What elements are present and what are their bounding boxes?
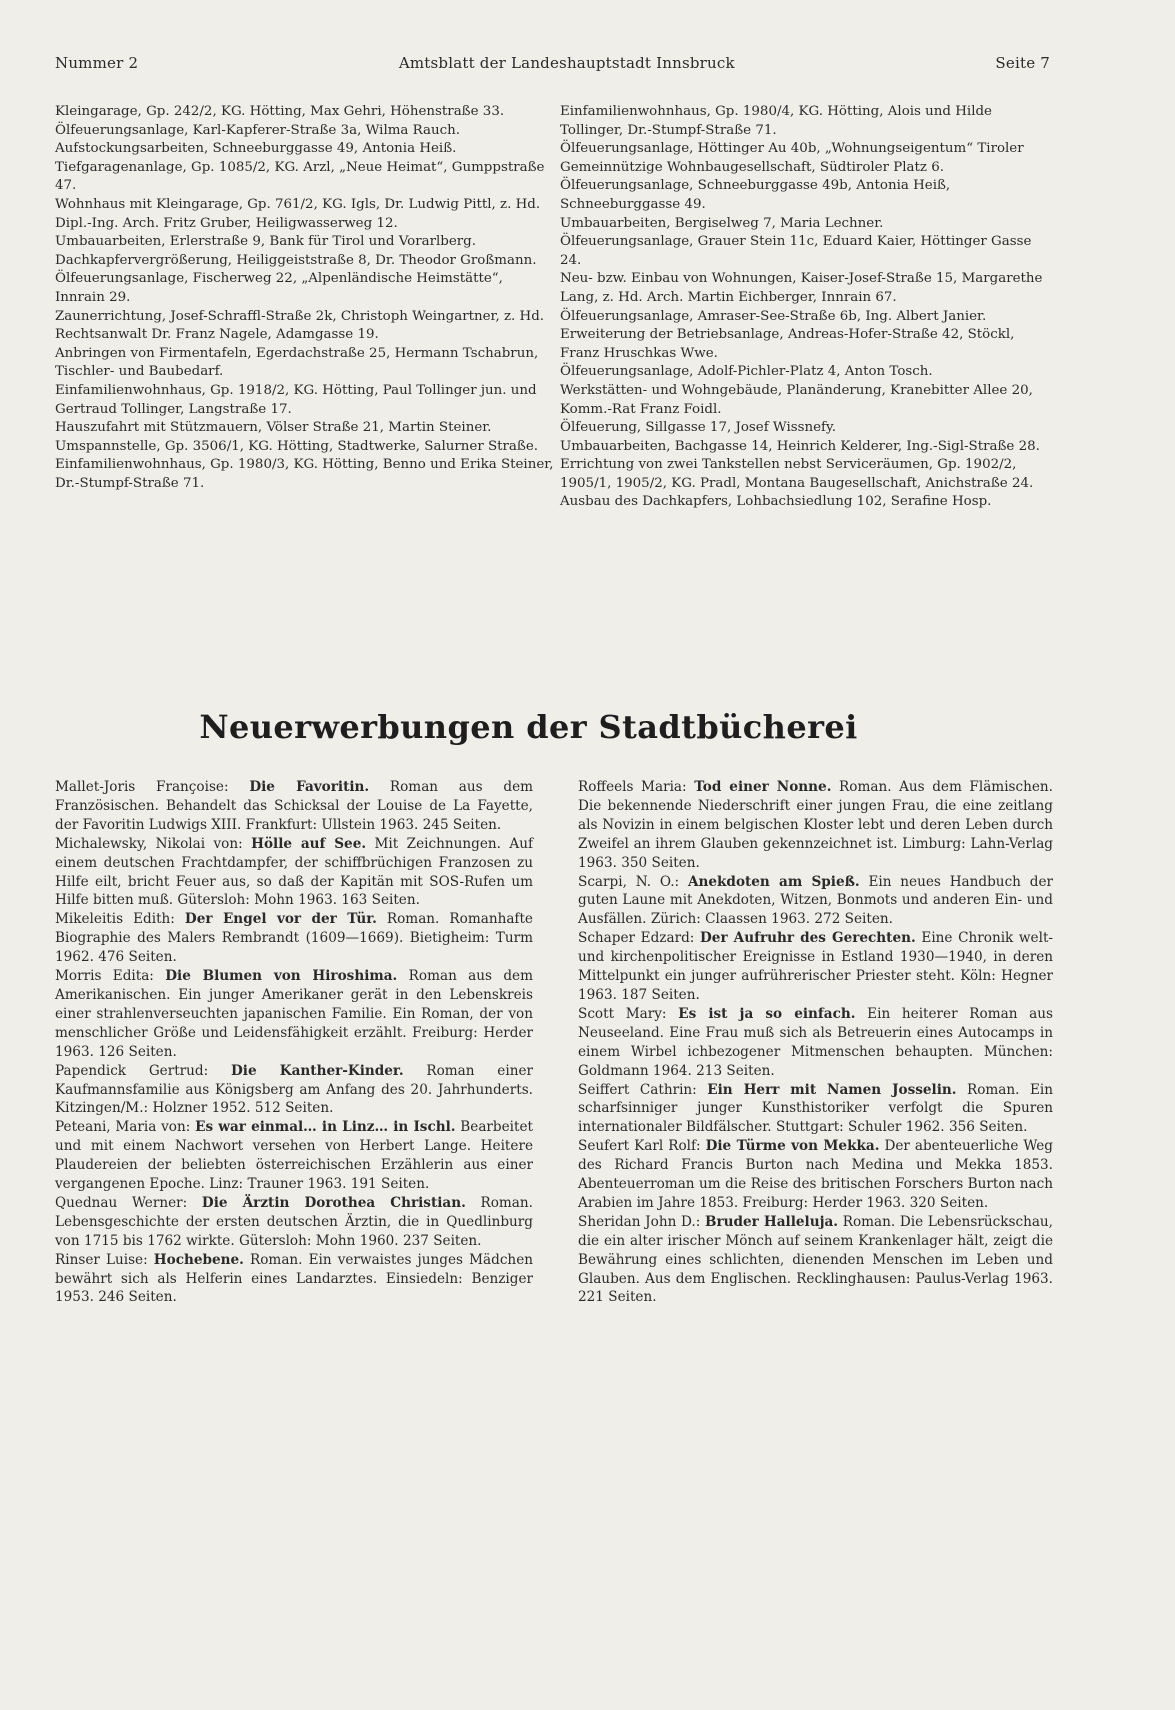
book-entry — [55, 1251, 533, 1308]
permit-entry: Errichtung von zwei Tankstellen nebst Serviceräumen, Gp. 1902/2, 1905/1, 1905/2, KG. Pradl, Montana Baugesellschaft, Anichstraße 24. — [560, 457, 1034, 491]
book-title: Die Favoritin. — [249, 779, 370, 795]
book-author: Roffeels Maria: — [578, 779, 687, 795]
book-author: Quednau Werner: — [55, 1194, 188, 1211]
book-description: Roman. Lebensgeschichte der ersten deutschen Ärztin, die in Quedlinburg von 1715 bis 1762 wirkte. Gütersloh: Mohn 1960. 237 Seiten. — [55, 1194, 533, 1249]
book-title: Der Aufruhr des Gerechten. — [700, 930, 916, 947]
book-description: Mit Zeichnungen. Auf einem deutschen Frachtdampfer, der schiffbrüchigen Franzosen zu Hilfe eilt, bricht Feuer aus, so daß der Kapitän mit SOS-Rufen um Hilfe bitten muß. Gütersloh: Mohn 1963. 163 Seiten. — [55, 835, 533, 909]
book-title: Die Ärztin Dorothea Christian. — [201, 1194, 466, 1211]
permit-entry: Dachkapfervergrößerung, Heiliggeiststraße 8, Dr. Theodor Großmann. — [55, 252, 537, 268]
book-entry — [55, 910, 533, 967]
book-entry — [578, 873, 1053, 930]
permit-entry: Wohnhaus mit Kleingarage, Gp. 761/2, KG. Igls, Dr. Ludwig Pittl, z. Hd. Dipl.-Ing. Arch. Fritz Gruber, Heiligwasserweg 12. — [55, 196, 541, 231]
book-title: Hölle auf See. — [251, 835, 367, 852]
permit-entry: Ausbau des Dachkapfers, Lohbachsiedlung 102, Serafine Hosp. — [560, 494, 992, 510]
book-author: Mikeleitis Edith: — [55, 911, 175, 928]
book-author: Scott Mary: — [578, 1005, 667, 1022]
permit-entry: Umbauarbeiten, Bergiselweg 7, Maria Lechner. — [560, 215, 884, 231]
book-title: Es war einmal… in Linz… in Ischl. — [195, 1119, 456, 1136]
permit-entry: Ölfeuerungsanlage, Grauer Stein 11c, Eduard Kaier, Höttinger Gasse 24. — [560, 234, 1032, 268]
book-entry — [55, 1118, 533, 1194]
book-description: Eine Chronik welt- und kirchenpolitischer Ereignisse in Estland 1930—1940, in deren Mittelpunkt ein junger aufrührerischer Priester steht. Köln: Hegner 1963. 187 Seiten. — [578, 930, 1054, 1003]
book-description: Roman einer Kaufmannsfamilie aus Königsberg am Anfang des 20. Jahrhunderts. Kitzingen/M.: Holzner 1952. 512 Seiten. — [55, 1062, 533, 1117]
permit-entry: Tiefgaragenanlage, Gp. 1085/2, KG. Arzl, „Neue Heimat“, Gumppstraße 47. — [55, 159, 545, 194]
book-entry — [578, 929, 1053, 1005]
permit-entry: Aufstockungsarbeiten, Schneeburggasse 49, Antonia Heiß. — [55, 141, 457, 157]
book-entry — [55, 1194, 533, 1251]
permit-entry: Ölfeuerungsanlage, Höttinger Au 40b, „Wohnungseigentum“ Tiroler Gemeinnützige Wohnbaugesellschaft, Südtiroler Platz 6. — [560, 141, 1024, 175]
book-entry — [578, 1137, 1053, 1213]
permit-entry: Erweiterung der Betriebsanlage, Andreas-Hofer-Straße 42, Stöckl, Franz Hruschkas Wwe. — [560, 327, 1015, 361]
book-entry — [55, 1062, 533, 1119]
permit-entry: Ölfeuerungsanlage, Adolf-Pichler-Platz 4, Anton Tosch. — [560, 364, 933, 380]
book-author: Sheridan John D.: — [578, 1213, 701, 1230]
book-author: Scarpi, N. O.: — [578, 873, 680, 890]
page-header — [55, 54, 1050, 72]
permit-entry: Anbringen von Firmentafeln, Egerdachstraße 25, Hermann Tschabrun, Tischler- und Baubedarf. — [55, 345, 539, 380]
book-description: Ein neues Handbuch der guten Laune mit Anekdoten, Witzen, Bonmots und anderen Ein- und Ausfällen. Zürich: Claassen 1963. 272 Seiten. — [578, 873, 1053, 928]
permit-entry: Ölfeuerungsanlage, Karl-Kapferer-Straße 3a, Wilma Rauch. — [55, 122, 461, 138]
permit-entry: Ölfeuerungsanlage, Amraser-See-Straße 6b, Ing. Albert Janier. — [560, 308, 987, 324]
book-description: Bearbeitet und mit einem Nachwort versehen von Herbert Lange. Heitere Plaudereien der beliebten österreichischen Erzählerin aus einer vergangenen Epoche. Linz: Trauner 1963. 191 Seiten. — [55, 1119, 533, 1193]
book-entry — [55, 778, 533, 835]
book-author: Schaper Edzard: — [578, 930, 695, 947]
publication-title: Amtsblatt der Landeshauptstadt Innsbruck — [398, 54, 735, 72]
books-column-left — [55, 778, 533, 1307]
permit-entry: Ölfeuerungsanlage, Schneeburggasse 49b, Antonia Heiß, Schneeburggasse 49. — [560, 178, 951, 212]
permit-entry: Einfamilienwohnhaus, Gp. 1980/4, KG. Hötting, Alois und Hilde Tollinger, Dr.-Stumpf-Straße 71. — [560, 104, 992, 138]
book-title: Der Engel vor der Tür. — [184, 911, 377, 928]
book-description: Roman. Romanhafte Biographie des Malers Rembrandt (1609—1669). Bietigheim: Turm 1962. 476 Seiten. — [55, 911, 533, 966]
book-title: Die Türme von Mekka. — [705, 1138, 880, 1155]
book-author: Rinser Luise: — [55, 1251, 148, 1268]
book-author: Papendick Gertrud: — [55, 1062, 209, 1079]
section-title: Neuerwerbungen der Stadtbücherei — [199, 708, 858, 746]
permit-entry: Kleingarage, Gp. 242/2, KG. Hötting, Max Gehri, Höhenstraße 33. — [55, 104, 505, 119]
permit-entry: Werkstätten- und Wohngebäude, Planänderung, Kranebitter Allee 20, Komm.-Rat Franz Foidl. — [560, 382, 1033, 417]
book-author: Seufert Karl Rolf: — [578, 1138, 701, 1155]
permit-entry: Hauszufahrt mit Stützmauern, Völser Straße 21, Martin Steiner. — [55, 420, 492, 436]
permit-entry: Umbauarbeiten, Bachgasse 14, Heinrich Kelderer, Ing.-Sigl-Straße 28. — [560, 438, 1040, 454]
book-author: Seiffert Cathrin: — [578, 1081, 697, 1098]
book-title: Die Kanther-Kinder. — [231, 1062, 404, 1079]
book-title: Bruder Halleluja. — [704, 1213, 839, 1230]
book-description: Roman aus dem Amerikanischen. Ein junger Amerikaner gerät in den Lebenskreis einer strahlenverseuchten japanischen Familie. Ein Roman, der von menschlicher Größe und Leidensfähigkeit erzählt. Freiburg: Herder 1963. 126 Seiten. — [55, 968, 533, 1060]
book-title: Hochebene. — [153, 1251, 244, 1268]
permits-column-left — [55, 103, 555, 493]
page-number: Seite 7 — [995, 54, 1050, 72]
issue-number: Nummer 2 — [55, 54, 139, 72]
permit-entry: Zaunerrichtung, Josef-Schraffl-Straße 2k, Christoph Weingartner, z. Hd. Rechtsanwalt Dr. Franz Nagele, Adamgasse 19. — [55, 308, 545, 343]
book-title: Tod einer Nonne. — [694, 779, 832, 795]
permit-entry: Einfamilienwohnhaus, Gp. 1980/3, KG. Hötting, Benno und Erika Steiner, Dr.-Stumpf-Straße 71. — [55, 457, 554, 491]
books-column-right — [578, 778, 1053, 1307]
book-description: Der abenteuerliche Weg des Richard Francis Burton nach Medina und Mekka 1853. Abenteuerroman um die Reise des britischen Forschers Burton nach Arabien im Jahre 1853. Freiburg: Herder 1963. 320 Seiten. — [578, 1138, 1053, 1211]
permit-entry: Einfamilienwohnhaus, Gp. 1918/2, KG. Hötting, Paul Tollinger jun. und Gertraud Tollinger, Langstraße 17. — [55, 382, 537, 417]
book-description: Roman aus dem Französischen. Behandelt das Schicksal der Louise de La Fayette, der Favoritin Ludwigs XIII. Frankfurt: Ullstein 1963. 245 Seiten. — [55, 779, 534, 833]
book-entry — [578, 778, 1053, 873]
book-title: Ein Herr mit Namen Josselin. — [707, 1081, 957, 1098]
book-author: Michalewsky, Nikolai von: — [55, 835, 243, 852]
book-author: Mallet-Joris Françoise: — [55, 779, 229, 795]
book-description: Roman. Aus dem Flämischen. Die bekennende Niederschrift einer jungen Frau, die eine zeitlang als Novizin in einem belgischen Kloster lebt und deren Leben durch Zweifel an ihrem Glauben gekennzeichnet ist. Limburg: Lahn-Verlag 1963. 350 Seiten. — [578, 779, 1054, 871]
permit-entry: Neu- bzw. Einbau von Wohnungen, Kaiser-Josef-Straße 15, Margarethe Lang, z. Hd. Arch. Martin Eichberger, Innrain 67. — [560, 271, 1043, 305]
permit-entry: Ölfeuerung, Sillgasse 17, Josef Wissnefy. — [560, 420, 837, 436]
permit-entry: Umspannstelle, Gp. 3506/1, KG. Hötting, Stadtwerke, Salurner Straße. — [55, 438, 539, 454]
permits-column-right — [560, 103, 1053, 512]
book-title: Es ist ja so einfach. — [678, 1005, 856, 1022]
permit-entry: Ölfeuerungsanlage, Fischerweg 22, „Alpenländische Heimstätte“, Innrain 29. — [55, 271, 503, 305]
book-entry — [55, 835, 533, 911]
book-title: Die Blumen von Hiroshima. — [165, 968, 398, 985]
book-author: Peteani, Maria von: — [55, 1119, 191, 1136]
book-title: Anekdoten am Spieß. — [687, 873, 860, 890]
book-author: Morris Edita: — [55, 968, 154, 985]
book-description: Roman. Ein verwaistes junges Mädchen bewährt sich als Helferin eines Landarztes. Einsiedeln: Benziger 1953. 246 Seiten. — [55, 1251, 533, 1306]
book-entry — [55, 967, 533, 1062]
book-entry — [578, 1213, 1053, 1308]
book-entry — [578, 1005, 1053, 1081]
permit-entry: Umbauarbeiten, Erlerstraße 9, Bank für Tirol und Vorarlberg. — [55, 234, 476, 250]
book-description: Ein heiterer Roman aus Neuseeland. Eine Frau muß sich als Betreuerin eines Autocamps in einem Wirbel ichbezogener Mitmenschen behaupten. München: Goldmann 1964. 213 Seiten. — [578, 1005, 1053, 1079]
book-description: Roman. Die Lebensrückschau, die ein alter irischer Mönch auf seinem Krankenlager hält, zeigt die Bewährung eines schlichten, dienenden Menschen im Leben und Glauben. Aus dem Englischen. Recklinghausen: Paulus-Verlag 1963. 221 Seiten. — [578, 1213, 1054, 1306]
book-description: Roman. Ein scharfsinniger junger Kunsthistoriker verfolgt die Spuren internationaler Bildfälscher. Stuttgart: Schuler 1962. 356 Seiten. — [578, 1081, 1053, 1136]
book-entry — [578, 1081, 1053, 1138]
